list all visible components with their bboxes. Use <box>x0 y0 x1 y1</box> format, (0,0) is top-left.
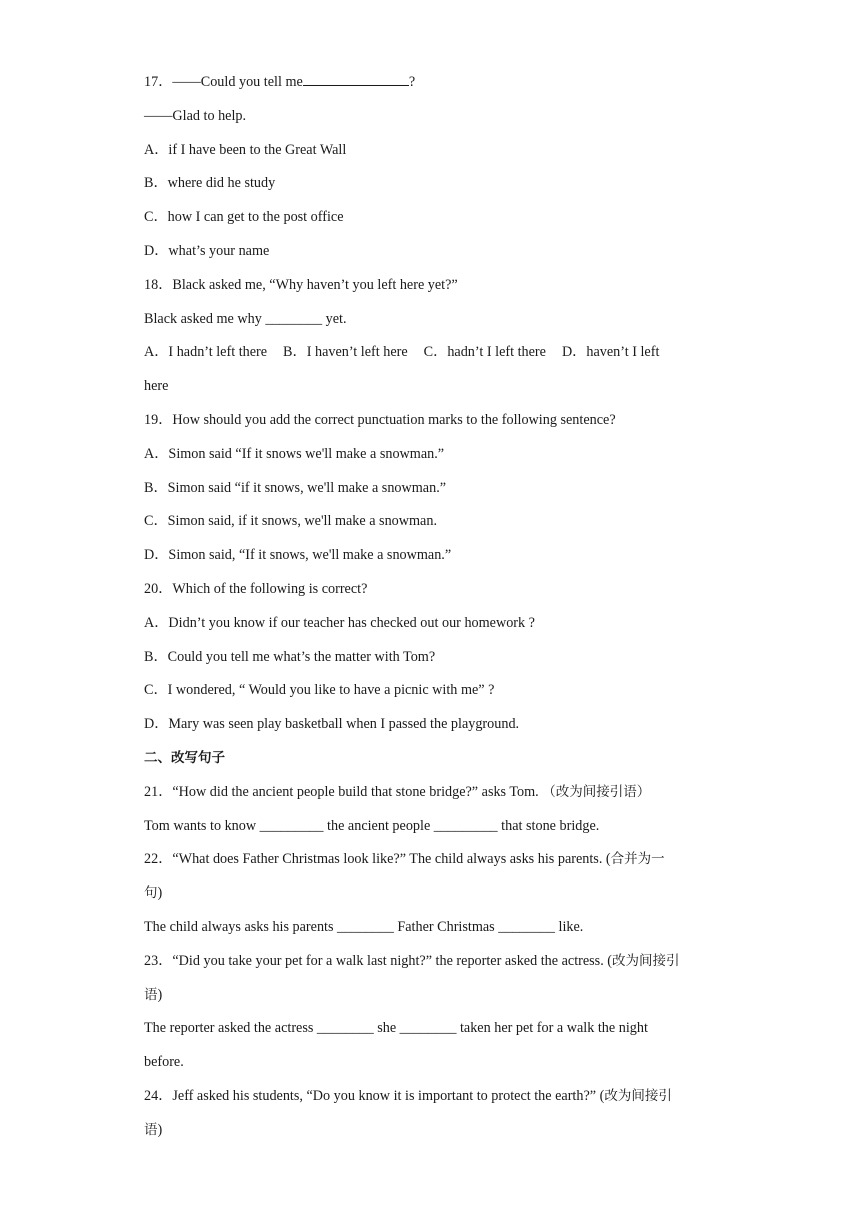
q24-close-paren: ) <box>157 1121 163 1138</box>
q17-option-b: B．where did he study <box>144 175 276 192</box>
question-19-stem: 19．How should you add the correct punctuation marks to the following sentence? <box>144 411 616 428</box>
q21-instruction: （改为间接引语） <box>542 783 651 800</box>
q18-option-d-wrap: here <box>144 378 169 395</box>
worksheet-page <box>144 66 724 1148</box>
question-20-stem: 20．Which of the following is correct? <box>144 580 368 597</box>
q22-stem-wrap <box>144 877 724 911</box>
q17-stem-suffix: ? <box>408 74 416 90</box>
q20-option-c: C．I wondered, “ Would you like to have a picnic with me” ? <box>144 682 495 699</box>
q22-instruction: 合并为一 <box>610 851 665 868</box>
q22-sentence: The child always asks his parents ________ Father Christmas ________ like. <box>144 918 584 935</box>
q23-close-paren: ) <box>157 986 163 1003</box>
q17-stem-text: 17．——Could you tell me <box>144 74 303 90</box>
q23-stem-text: 23．“Did you take your pet for a walk last night?” the reporter asked the actress. ( <box>144 952 613 969</box>
section-title: 二、改写句子 <box>144 749 225 766</box>
q19-option-c: C．Simon said, if it snows, we'll make a snowman. <box>144 513 437 530</box>
q24-stem-text: 24．Jeff asked his students, “Do you know it is important to protect the earth?” ( <box>144 1087 605 1104</box>
q24-instruction-wrap: 语 <box>144 1121 158 1138</box>
q23-sentence-wrap: before. <box>144 1054 184 1071</box>
q23-instruction-wrap: 语 <box>144 986 158 1003</box>
question-18-stem: 18．Black asked me, “Why haven’t you left here yet?” <box>144 276 458 293</box>
q19-option-a: A．Simon said “If it snows we'll make a snowman.” <box>144 445 445 462</box>
answer-blank <box>303 71 409 86</box>
q22-stem-text: 22．“What does Father Christmas look like?” The child always asks his parents. ( <box>144 851 611 868</box>
q20-option-b: B．Could you tell me what’s the matter with Tom? <box>144 648 436 665</box>
question-21-stem <box>144 776 724 810</box>
q22-close-paren: ) <box>157 885 163 902</box>
q17-option-c: C．how I can get to the post office <box>144 209 344 226</box>
q23-sentence: The reporter asked the actress ________ she ________ taken her pet for a walk the night <box>144 1020 648 1037</box>
q24-stem-wrap <box>144 1114 724 1148</box>
q23-instruction: 改为间接引 <box>612 952 680 969</box>
q20-option-a: A．Didn’t you know if our teacher has checked out our homework ? <box>144 614 535 631</box>
q21-stem-text: 21．“How did the ancient people build that stone bridge?” asks Tom. <box>144 783 543 800</box>
q17-reply: ——Glad to help. <box>144 107 247 124</box>
question-24-stem <box>144 1080 724 1114</box>
q18-option-c: C．hadn’t I left there <box>423 344 546 361</box>
q22-instruction-wrap: 句 <box>144 885 158 902</box>
q21-sentence: Tom wants to know _________ the ancient people _________ that stone bridge. <box>144 817 600 834</box>
q23-stem-wrap <box>144 979 724 1013</box>
q24-instruction: 改为间接引 <box>604 1087 672 1104</box>
q17-option-a: A．if I have been to the Great Wall <box>144 141 347 158</box>
q18-options <box>144 336 724 370</box>
q19-option-b: B．Simon said “if it snows, we'll make a snowman.” <box>144 479 447 496</box>
q19-option-d: D．Simon said, “If it snows, we'll make a snowman.” <box>144 547 452 564</box>
question-22-stem <box>144 843 724 877</box>
q18-option-a: A．I hadn’t left there <box>144 344 268 361</box>
question-23-stem <box>144 945 724 979</box>
q18-option-d: D．haven’t I left <box>561 344 660 361</box>
question-17-stem <box>144 66 724 100</box>
q18-option-b: B．I haven’t left here <box>283 344 408 361</box>
q18-sentence: Black asked me why ________ yet. <box>144 310 347 327</box>
q17-option-d: D．what’s your name <box>144 242 270 259</box>
q20-option-d: D．Mary was seen play basketball when I passed the playground. <box>144 716 520 733</box>
